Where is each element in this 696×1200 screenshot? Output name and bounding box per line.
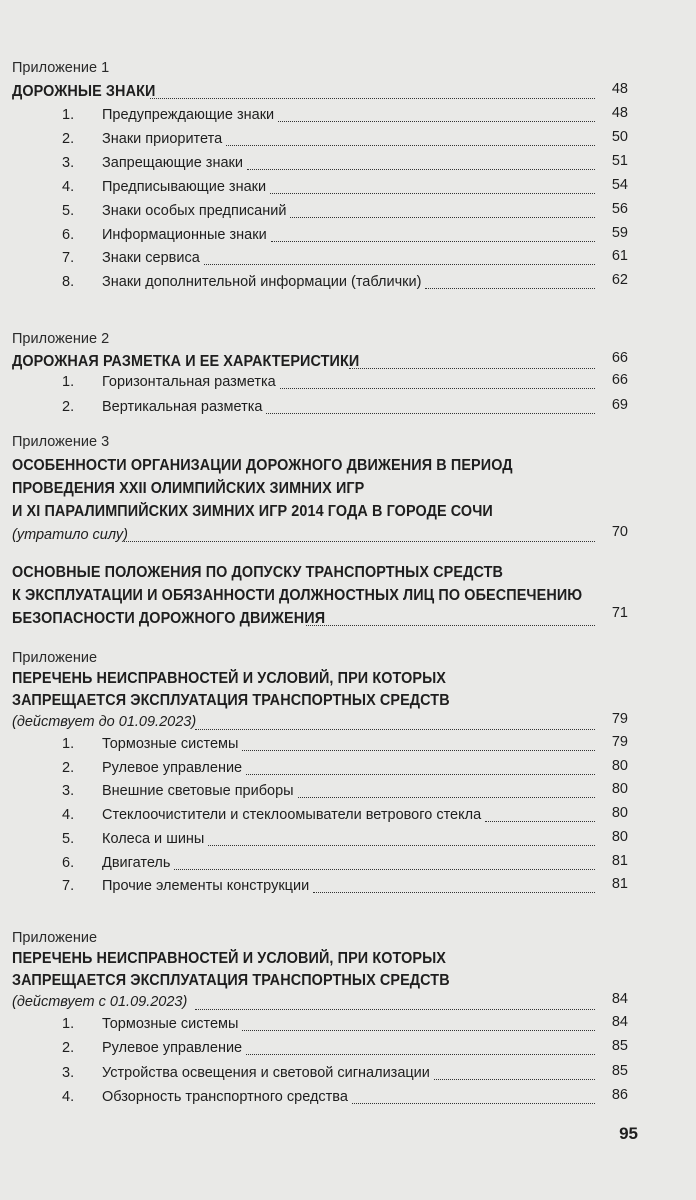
section-heading: ОСНОВНЫЕ ПОЛОЖЕНИЯ ПО ДОПУСКУ ТРАНСПОРТНЫХ СРЕДСТВ xyxy=(12,564,504,581)
dot-leader xyxy=(266,413,595,414)
page-ref: 71 xyxy=(611,605,628,621)
dot-leader xyxy=(208,845,595,846)
section-heading: БЕЗОПАСНОСТИ ДОРОЖНОГО ДВИЖЕНИЯ xyxy=(12,610,326,627)
page-ref: 66 xyxy=(611,350,628,366)
item-number: 2. xyxy=(62,1040,75,1057)
page-ref: 85 xyxy=(611,1038,628,1055)
item-title: Внешние световые приборы xyxy=(102,783,294,800)
item-title: Тормозные системы xyxy=(102,736,239,752)
page-ref: 85 xyxy=(611,1062,628,1079)
section-heading: ОСОБЕННОСТИ ОРГАНИЗАЦИИ ДОРОЖНОГО ДВИЖЕНИЯ В ПЕРИОД xyxy=(12,457,513,474)
item-number: 1. xyxy=(62,1016,75,1032)
item-title: Вертикальная разметка xyxy=(102,398,263,415)
page-ref: 62 xyxy=(611,272,628,289)
item-title: Знаки сервиса xyxy=(102,250,200,267)
page-ref: 56 xyxy=(611,200,628,217)
dot-leader xyxy=(425,288,595,289)
dot-leader xyxy=(485,821,595,822)
page-ref: 51 xyxy=(611,152,628,169)
note: (действует с 01.09.2023) xyxy=(12,994,188,1010)
note: (действует до 01.09.2023) xyxy=(12,714,197,730)
page-ref: 81 xyxy=(611,876,628,893)
page-ref: 80 xyxy=(611,757,628,774)
dot-leader xyxy=(174,869,595,870)
item-title: Тормозные системы xyxy=(102,1016,239,1032)
section-heading: ПРОВЕДЕНИЯ XXII ОЛИМПИЙСКИХ ЗИМНИХ ИГР xyxy=(12,480,365,497)
appendix-label: Приложение xyxy=(12,650,98,666)
section-heading: К ЭКСПЛУАТАЦИИ И ОБЯЗАННОСТИ ДОЛЖНОСТНЫХ ЛИЦ ПО ОБЕСПЕЧЕНИЮ xyxy=(12,587,583,604)
dot-leader xyxy=(246,774,595,775)
item-number: 6. xyxy=(62,226,75,243)
page-ref: 80 xyxy=(611,828,628,845)
item-number: 7. xyxy=(62,878,75,895)
section-heading: ПЕРЕЧЕНЬ НЕИСПРАВНОСТЕЙ И УСЛОВИЙ, ПРИ КОТОРЫХ xyxy=(12,670,446,687)
item-number: 2. xyxy=(62,398,75,415)
dot-leader xyxy=(246,1054,595,1055)
item-number: 3. xyxy=(62,783,75,800)
dot-leader xyxy=(434,1079,595,1080)
dot-leader xyxy=(226,145,595,146)
page-ref: 50 xyxy=(611,128,628,145)
page-ref: 59 xyxy=(611,224,628,241)
item-title: Устройства освещения и световой сигнализации xyxy=(102,1064,430,1081)
item-title: Знаки особых предписаний xyxy=(102,202,287,219)
page-number: 95 xyxy=(619,1124,638,1143)
appendix-label: Приложение 3 xyxy=(12,434,110,450)
page-ref: 70 xyxy=(611,524,628,540)
section-heading: ДОРОЖНЫЕ ЗНАКИ xyxy=(12,83,156,100)
item-number: 1. xyxy=(62,107,75,123)
page-ref: 48 xyxy=(611,81,628,97)
item-title: Предупреждающие знаки xyxy=(102,107,275,123)
item-number: 2. xyxy=(62,759,75,776)
item-title: Обзорность транспортного средства xyxy=(102,1088,348,1105)
item-number: 1. xyxy=(62,374,75,390)
page-ref: 48 xyxy=(611,105,628,121)
item-number: 3. xyxy=(62,1064,75,1081)
item-title: Информационные знаки xyxy=(102,226,267,243)
appendix-label: Приложение 2 xyxy=(12,331,110,347)
item-number: 2. xyxy=(62,130,75,147)
page-ref: 80 xyxy=(611,781,628,798)
dot-leader xyxy=(242,1030,595,1031)
item-number: 3. xyxy=(62,154,75,171)
page-ref: 81 xyxy=(611,852,628,869)
page-ref: 79 xyxy=(611,711,628,727)
page-ref: 54 xyxy=(611,176,628,193)
item-title: Двигатель xyxy=(102,854,171,871)
item-number: 4. xyxy=(62,807,75,824)
dot-leader xyxy=(270,193,595,194)
item-title: Рулевое управление xyxy=(102,1040,243,1057)
item-number: 6. xyxy=(62,854,75,871)
section-heading: ЗАПРЕЩАЕТСЯ ЭКСПЛУАТАЦИЯ ТРАНСПОРТНЫХ СРЕДСТВ xyxy=(12,972,450,989)
item-number: 7. xyxy=(62,250,75,267)
note: (утратило силу) xyxy=(12,527,128,543)
item-number: 1. xyxy=(62,736,75,752)
dot-leader xyxy=(298,797,595,798)
page-ref: 66 xyxy=(611,372,628,388)
page-ref: 79 xyxy=(611,734,628,750)
page-ref: 69 xyxy=(611,396,628,413)
item-title: Горизонтальная разметка xyxy=(102,374,276,390)
dot-leader xyxy=(271,241,595,242)
page-ref: 80 xyxy=(611,805,628,822)
item-title: Прочие элементы конструкции xyxy=(102,878,310,895)
item-title: Стеклоочистители и стеклоомыватели ветрового стекла xyxy=(102,807,482,824)
section-heading: ДОРОЖНАЯ РАЗМЕТКА И ЕЕ ХАРАКТЕРИСТИКИ xyxy=(12,353,360,370)
appendix-label: Приложение xyxy=(12,930,98,946)
page-ref: 84 xyxy=(611,991,628,1007)
page-ref: 61 xyxy=(611,248,628,265)
item-number: 4. xyxy=(62,1088,75,1105)
section-heading: И XI ПАРАЛИМПИЙСКИХ ЗИМНИХ ИГР 2014 ГОДА В ГОРОДЕ СОЧИ xyxy=(12,503,493,520)
dot-leader xyxy=(204,264,595,265)
item-title: Предписывающие знаки xyxy=(102,178,267,195)
dot-leader xyxy=(278,121,595,122)
appendix-label: Приложение 1 xyxy=(12,60,110,76)
section-heading: ЗАПРЕЩАЕТСЯ ЭКСПЛУАТАЦИЯ ТРАНСПОРТНЫХ СРЕДСТВ xyxy=(12,692,450,709)
dot-leader xyxy=(290,217,595,218)
page-ref: 86 xyxy=(611,1086,628,1103)
item-title: Знаки приоритета xyxy=(102,130,223,147)
dot-leader xyxy=(280,388,595,389)
item-number: 4. xyxy=(62,178,75,195)
dot-leader xyxy=(242,750,595,751)
item-number: 8. xyxy=(62,274,75,291)
item-title: Запрещающие знаки xyxy=(102,154,243,171)
item-number: 5. xyxy=(62,202,75,219)
item-title: Знаки дополнительной информации (таблички) xyxy=(102,274,422,291)
dot-leader xyxy=(352,1103,595,1104)
item-title: Рулевое управление xyxy=(102,759,243,776)
dot-leader xyxy=(313,892,595,893)
page-ref: 84 xyxy=(611,1014,628,1030)
item-number: 5. xyxy=(62,830,75,847)
section-heading: ПЕРЕЧЕНЬ НЕИСПРАВНОСТЕЙ И УСЛОВИЙ, ПРИ КОТОРЫХ xyxy=(12,950,446,967)
dot-leader xyxy=(247,169,595,170)
item-title: Колеса и шины xyxy=(102,830,205,847)
